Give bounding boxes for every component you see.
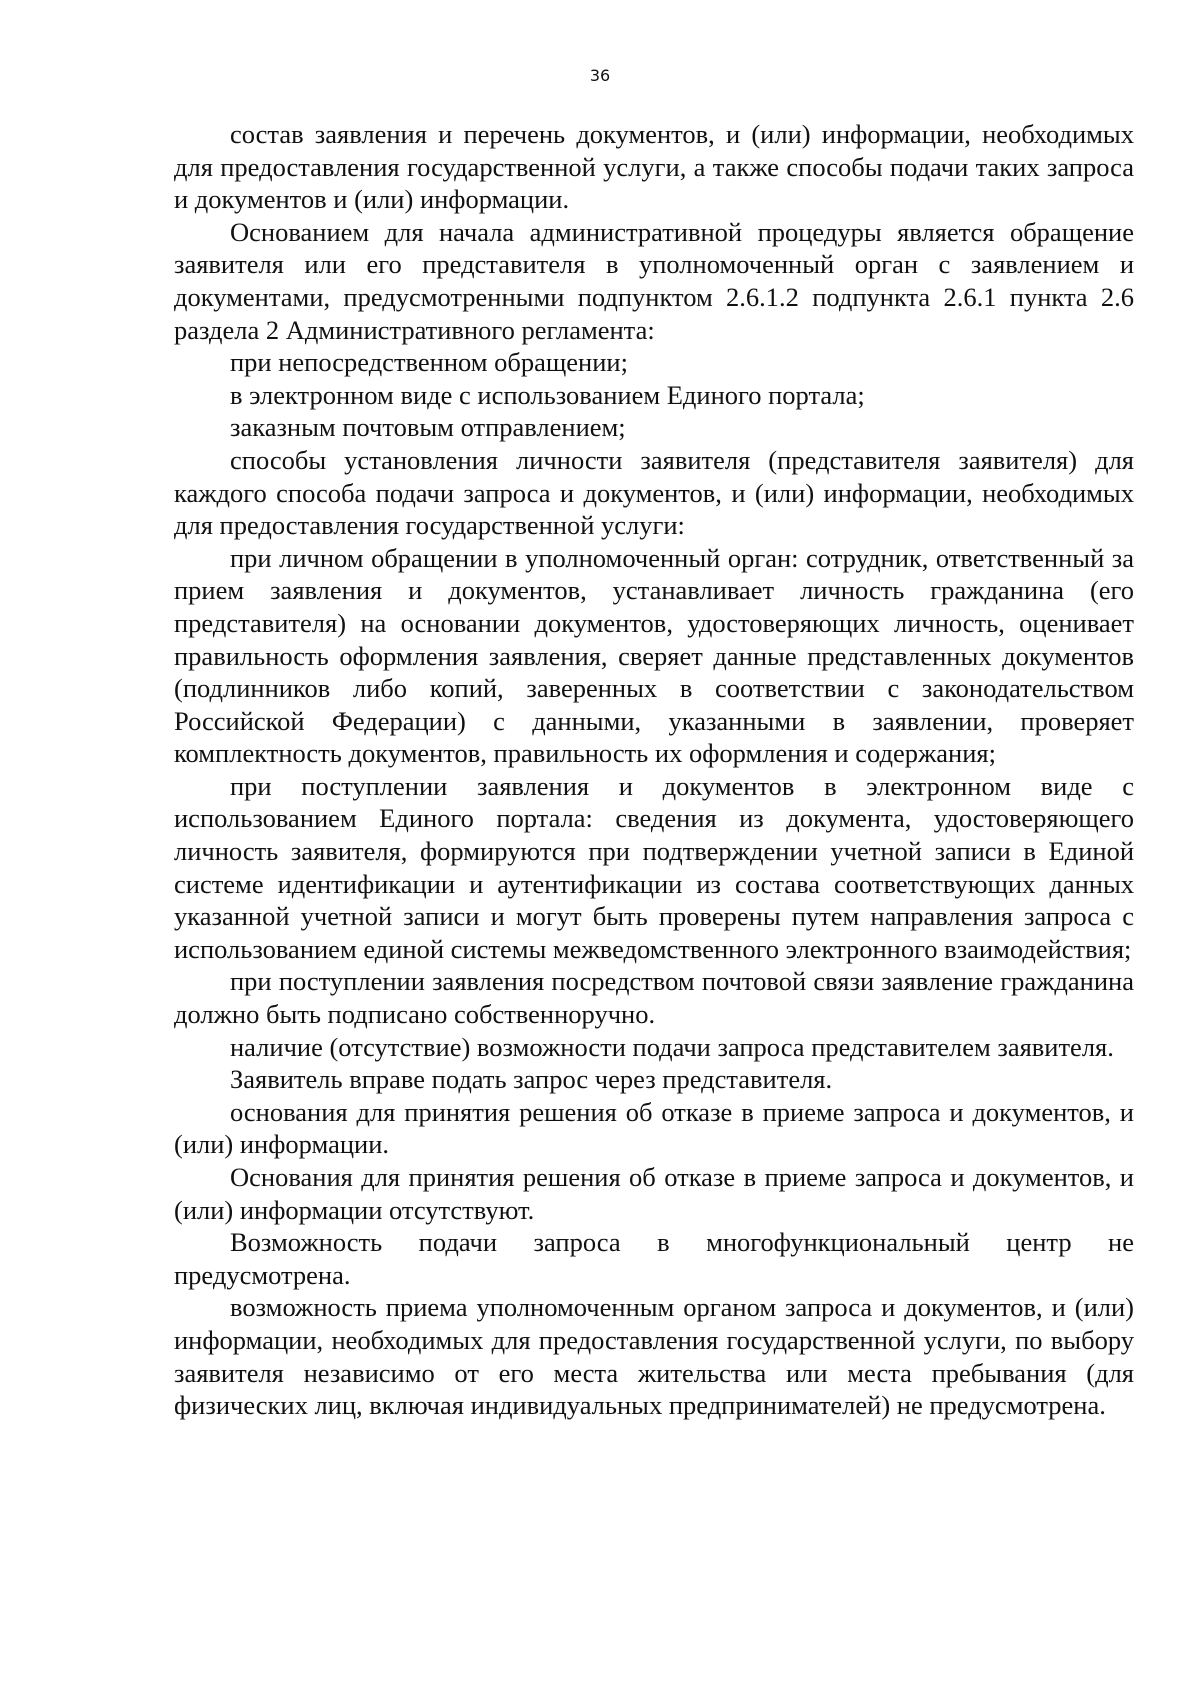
paragraph: при поступлении заявления и документов в электронном виде с использованием Единого портала: сведения из документа, удостоверяющего личность заявителя, формируются при подтверждении учетной записи в Единой системе идентификации и аутентификации из состава соответствующих данных указанной учетной записи и могут быть проверены путем направления запроса с использованием единой системы межведомственного электронного взаимодействия; (174, 770, 1134, 964)
paragraph: при личном обращении в уполномоченный орган: сотрудник, ответственный за прием заявления и документов, устанавливает личность гражданина (его представителя) на основании документов, удостоверяющих личность, оценивает правильность оформления заявления, сверяет данные представленных документов (подлинников либо копий, заверенных в соответствии с законодательством Российской Федерации) с данными, указанными в заявлении, проверяет комплектность документов, правильность их оформления и содержания; (174, 542, 1134, 769)
paragraph: способы установления личности заявителя (представителя заявителя) для каждого способа подачи запроса и документов, и (или) информации, необходимых для предоставления государственной услуги: (174, 444, 1134, 541)
paragraph: Возможность подачи запроса в многофункциональный центр не предусмотрена. (174, 1227, 1134, 1290)
paragraph: заказным почтовым отправлением; (230, 412, 626, 443)
document-body (174, 118, 1134, 1422)
paragraph: Заявитель вправе подать запрос через представителя. (230, 1064, 833, 1095)
paragraph: при непосредственном обращении; (230, 347, 628, 378)
paragraph: наличие (отсутствие) возможности подачи запроса представителем заявителя. (230, 1031, 1114, 1062)
paragraph: состав заявления и перечень документов, и (или) информации, необходимых для предоставления государственной услуги, а также способы подачи таких запроса и документов и (или) информации. (174, 119, 1134, 215)
paragraph: Основания для принятия решения об отказе в приеме запроса и документов, и (или) информации отсутствуют. (174, 1162, 1134, 1225)
paragraph: основания для принятия решения об отказе в приеме запроса и документов, и (или) информации. (174, 1096, 1134, 1160)
paragraph: при поступлении заявления посредством почтовой связи заявление гражданина должно быть подписано собственноручно. (174, 966, 1134, 1030)
paragraph: Основанием для начала административной процедуры является обращение заявителя или его представителя в уполномоченный орган с заявлением и документами, предусмотренными подпунктом 2.6.1.2 подпункта 2.6.1 пункта 2.6 раздела 2 Административного регламента: (174, 216, 1134, 345)
paragraph: в электронном виде с использованием Единого портала; (230, 379, 865, 410)
page-number: 36 (589, 66, 611, 85)
paragraph: возможность приема уполномоченным органом запроса и документов, и (или) информации, необходимых для предоставления государственной услуги, по выбору заявителя независимо от его места жительства или места пребывания (для физических лиц, включая индивидуальных предпринимателей) не предусмотрена. (174, 1292, 1134, 1421)
